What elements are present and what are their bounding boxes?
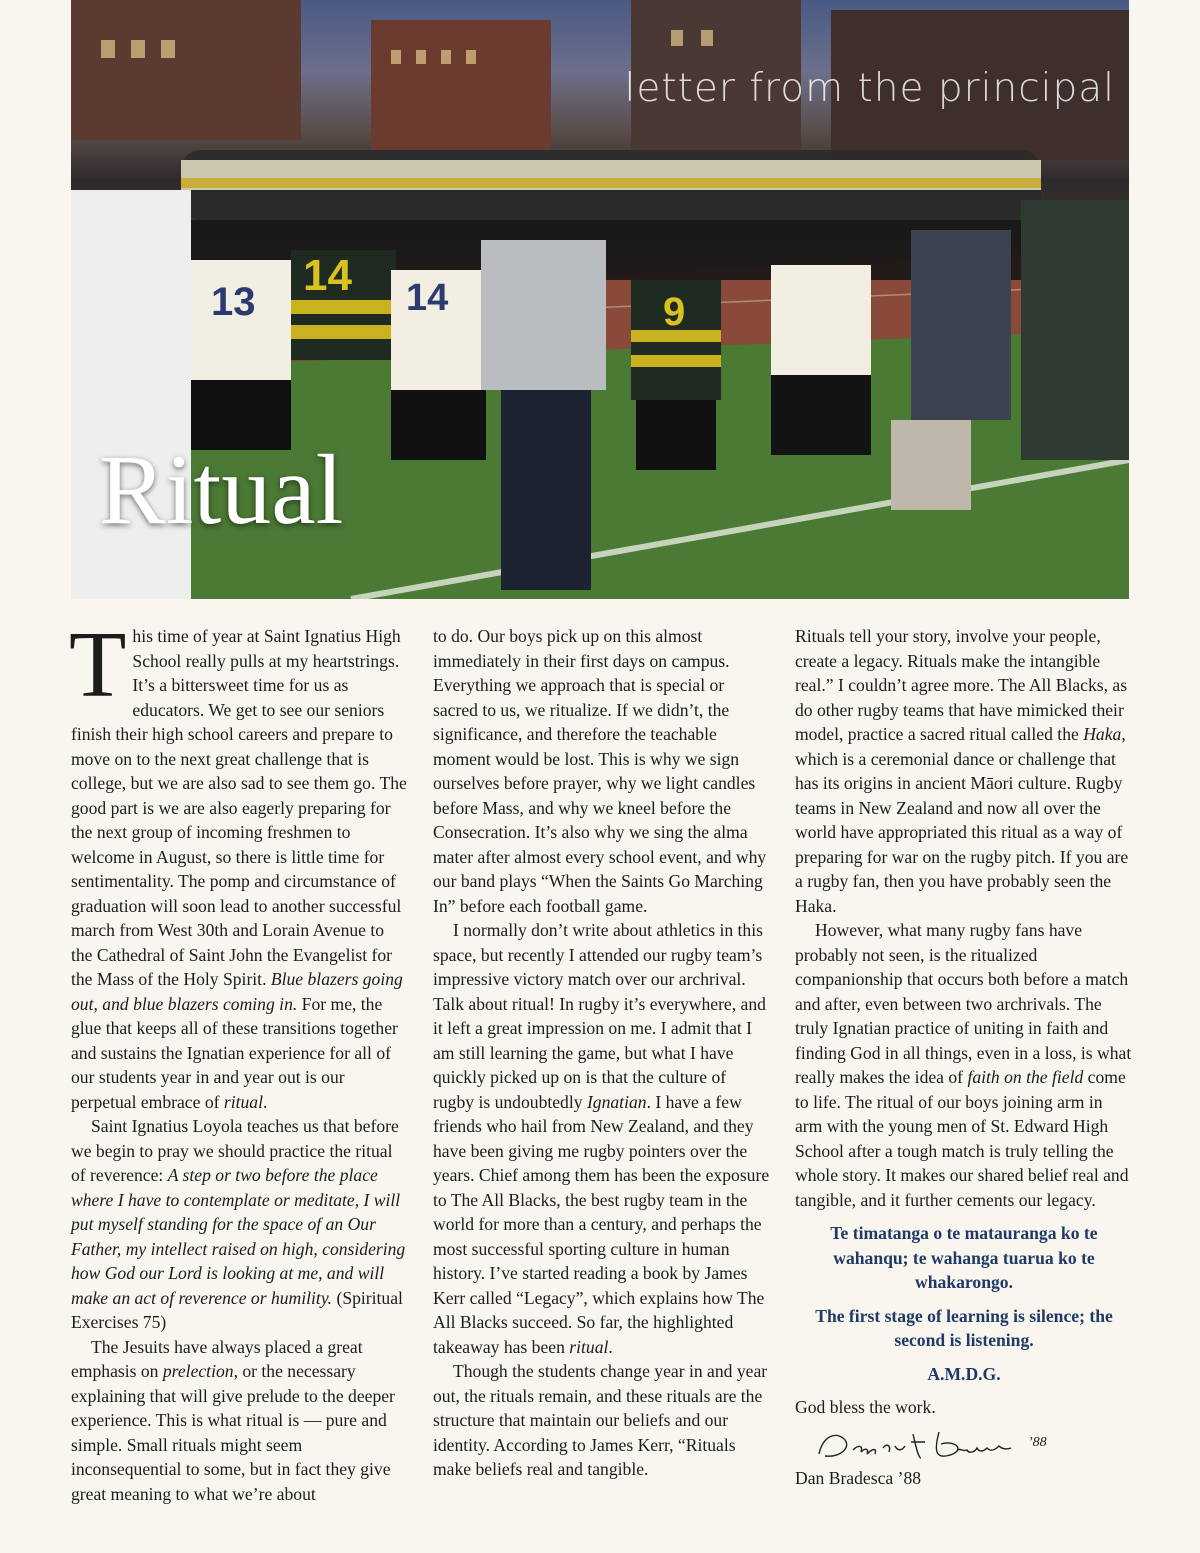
article-paragraph: to do. Our boys pick up on this almost immediately in their first days on campus. Everything we approach that is special or sacred to us, we ritualize. If we didn’t, the significance, and therefore the teachable moment would be lost. This is why we sign ourselves before prayer, why we light candles before Mass, and why we kneel before the Consecration. It’s also why we sing the alma mater after almost every school event, and why our band plays “When the Saints Go Marching In” before each football game.: [433, 626, 767, 916]
hero-photo: [71, 0, 1129, 599]
jersey-number: 9: [663, 290, 686, 334]
article-paragraph: The Jesuits have always placed a great emphasis on prelection, or the necessary explaining that will give prelude to the deeper experience. This is what ritual is — pure and simple. Small rituals might seem inconsequential to some, but in fact they give great meaning to what we’re about: [71, 1336, 395, 1504]
page-title: Ritual: [99, 434, 344, 545]
jersey-number: 14: [406, 277, 449, 319]
article-paragraph: However, what many rugby fans have probably not seen, is the ritualized companionship that occurs both before a match and after, even between two archrivals. The truly Ignatian practice of uniting in faith and finding God in all things, even in a loss, is what really makes the idea of faith on the field come to life. The ritual of our boys joining arm in arm with the young men of St. Edward High School after a tough match is truly telling the whole story. It makes our shared belief real and tangible, and it further cements our legacy.: [795, 920, 1132, 1210]
amdg-motto: A.M.D.G.: [927, 1363, 1001, 1384]
article-column-2: [433, 624, 771, 1482]
article-paragraph: This time of year at Saint Ignatius High School really pulls at my heartstrings. It’s a bittersweet time for us as educators. We get to see our seniors finish their high school careers and prepare to move on to the next great challenge that is college, but we are also sad to see them go. The good part is we are also eagerly preparing for the next group of incoming freshmen to welcome in August, so there is little time for sentimentality. The pomp and circumstance of graduation will soon lead to another successful march from West 30th and Lorain Avenue to the Cathedral of Saint John the Evangelist for the Mass of the Holy Spirit. Blue blazers going out, and blue blazers coming in. For me, the glue that keeps all of these transitions together and sustains the Ignatian experience for all of our students year in and year out is our perpetual embrace of ritual.: [69, 613, 407, 1112]
article-paragraph: Saint Ignatius Loyola teaches us that before we begin to pray we should practice the ritual of reverence: A step or two before the place where I have to contemplate or meditate, I will put myself standing for the space of an Our Father, my intellect raised on high, considering how God our Lord is looking at me, and will make an act of reverence or humility. (Spiritual Exercises 75): [71, 1116, 406, 1332]
jersey-number: 14: [303, 251, 352, 300]
jersey-number: 13: [211, 280, 256, 324]
section-kicker: letter from the principal: [624, 66, 1115, 111]
handwritten-signature: [813, 1424, 1063, 1466]
signoff: Dan Bradesca ’88: [795, 1467, 922, 1488]
closing-line: God bless the work.: [795, 1397, 936, 1417]
article-paragraph: Rituals tell your story, involve your people, create a legacy. Rituals make the intangible real.” I couldn’t agree more. The All Blacks, as do other rugby teams that have mimicked their model, practice a sacred ritual called the Haka, which is a ceremonial dance or challenge that has its origins in ancient Māori culture. Rugby teams in New Zealand and now all over the world have appropriated this ritual as a way of preparing for war on the rugby pitch. If you are a rugby fan, then you have probably seen the Haka.: [795, 626, 1129, 916]
article-column-3: [795, 624, 1133, 1490]
drop-cap: T: [69, 613, 127, 717]
article-column-1: [69, 613, 409, 1506]
article-paragraph: I normally don’t write about athletics in this space, but recently I attended our rugby team’s impressive victory match over our archrival. Talk about ritual! In rugby it’s everywhere, and it left a great impression on me. I admit that I am still learning the game, but what I have quickly picked up on is that the culture of rugby is undoubtedly Ignatian. I have a few friends who hail from New Zealand, and they have been giving me rugby pointers over the years. Chief among them has been the exposure to The All Blacks, the best rugby team in the world for more than a century, and perhaps the most successful sporting culture in human history. I’ve started reading a book by James Kerr called “Legacy”, which explains how The All Blacks succeed. So far, the highlighted takeaway has been ritual.: [433, 920, 770, 1357]
article-paragraph: Though the students change year in and year out, the rituals remain, and these rituals are the structure that maintain our beliefs and our identity. According to James Kerr, “Rituals make beliefs real and tangible.: [433, 1361, 768, 1479]
svg-text:’88: ’88: [1028, 1434, 1047, 1450]
maori-proverb: Te timatanga o te matauranga ko te wahanqu; te wahanga tuarua ko te whakarongo.: [830, 1223, 1098, 1292]
proverb-translation: The first stage of learning is silence; the second is listening.: [815, 1305, 1113, 1350]
